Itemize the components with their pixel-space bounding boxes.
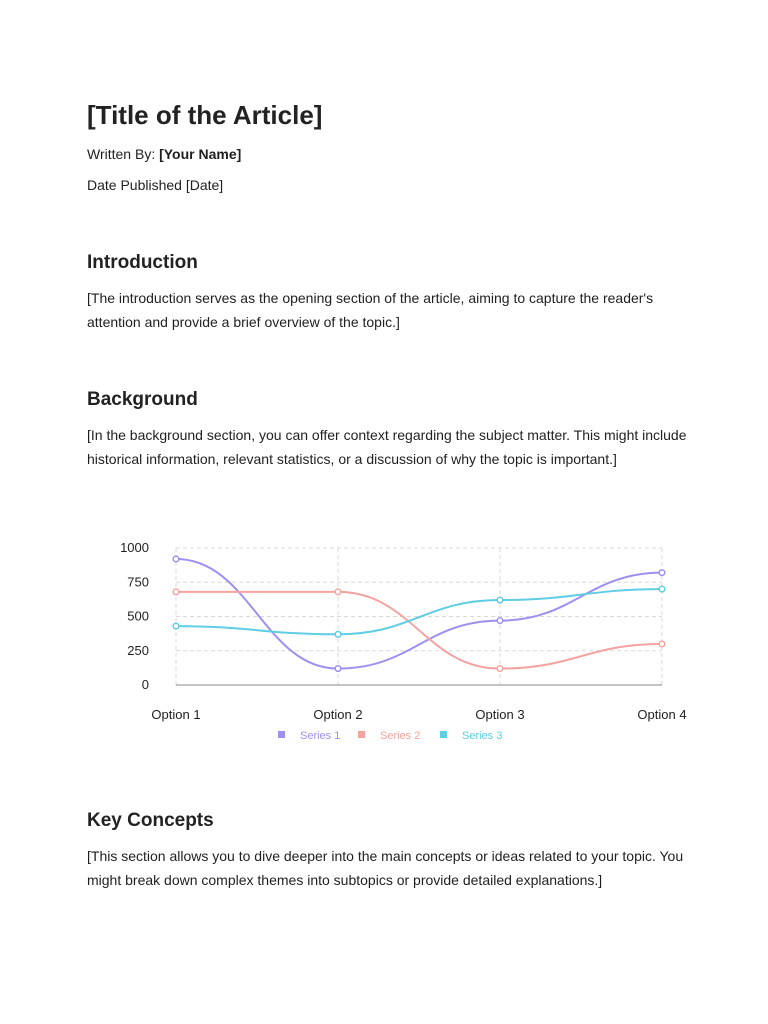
x-tick-label: Option 3 bbox=[475, 707, 525, 722]
y-tick-label: 1000 bbox=[120, 540, 149, 555]
x-tick-label: Option 2 bbox=[313, 707, 363, 722]
introduction-heading: Introduction bbox=[87, 252, 198, 273]
legend-swatch bbox=[278, 731, 285, 738]
legend-label: Series 1 bbox=[300, 730, 341, 742]
series-point bbox=[335, 589, 341, 595]
series-line bbox=[176, 589, 662, 634]
series-point bbox=[335, 632, 341, 638]
written-by-label: Written By: bbox=[87, 146, 156, 162]
series-point bbox=[659, 641, 665, 647]
y-tick-label: 750 bbox=[127, 574, 149, 590]
key-concepts-heading: Key Concepts bbox=[87, 810, 214, 831]
legend-label: Series 3 bbox=[462, 730, 503, 742]
date-published: Date Published [Date] bbox=[87, 177, 224, 193]
series-point bbox=[497, 666, 503, 672]
author-name: [Your Name] bbox=[159, 146, 242, 162]
x-tick-label: Option 1 bbox=[151, 707, 201, 722]
series-point bbox=[173, 623, 179, 629]
introduction-body: [The introduction serves as the opening section of the article, aiming to capture the reader's attention and provide a brief overview of the topic.] bbox=[87, 290, 654, 330]
line-chart-svg bbox=[100, 525, 700, 750]
series-point bbox=[173, 556, 179, 562]
x-tick-label: Option 4 bbox=[637, 707, 687, 722]
y-tick-label: 0 bbox=[141, 677, 149, 692]
key-concepts-body: [This section allows you to dive deeper into the main concepts or ideas related to your topic. You might break down complex themes into subtopics or provide detailed explanations.] bbox=[87, 848, 684, 888]
background-heading: Background bbox=[87, 389, 198, 410]
legend-label: Series 2 bbox=[380, 730, 421, 742]
y-tick-label: 250 bbox=[127, 642, 149, 658]
legend-swatch bbox=[358, 731, 365, 738]
article-title: [Title of the Article] bbox=[87, 100, 323, 130]
series-point bbox=[173, 589, 179, 595]
series-line bbox=[176, 559, 662, 669]
series-point bbox=[497, 597, 503, 603]
byline bbox=[87, 144, 241, 164]
legend-swatch bbox=[440, 731, 447, 738]
series-point bbox=[335, 666, 341, 672]
series-point bbox=[659, 586, 665, 592]
line-chart bbox=[100, 525, 700, 750]
background-body: [In the background section, you can offer context regarding the subject matter. This might include historical information, relevant statistics, or a discussion of why the topic is important.] bbox=[87, 427, 687, 467]
y-tick-label: 500 bbox=[127, 608, 149, 624]
series-point bbox=[659, 570, 665, 576]
series-point bbox=[497, 618, 503, 624]
